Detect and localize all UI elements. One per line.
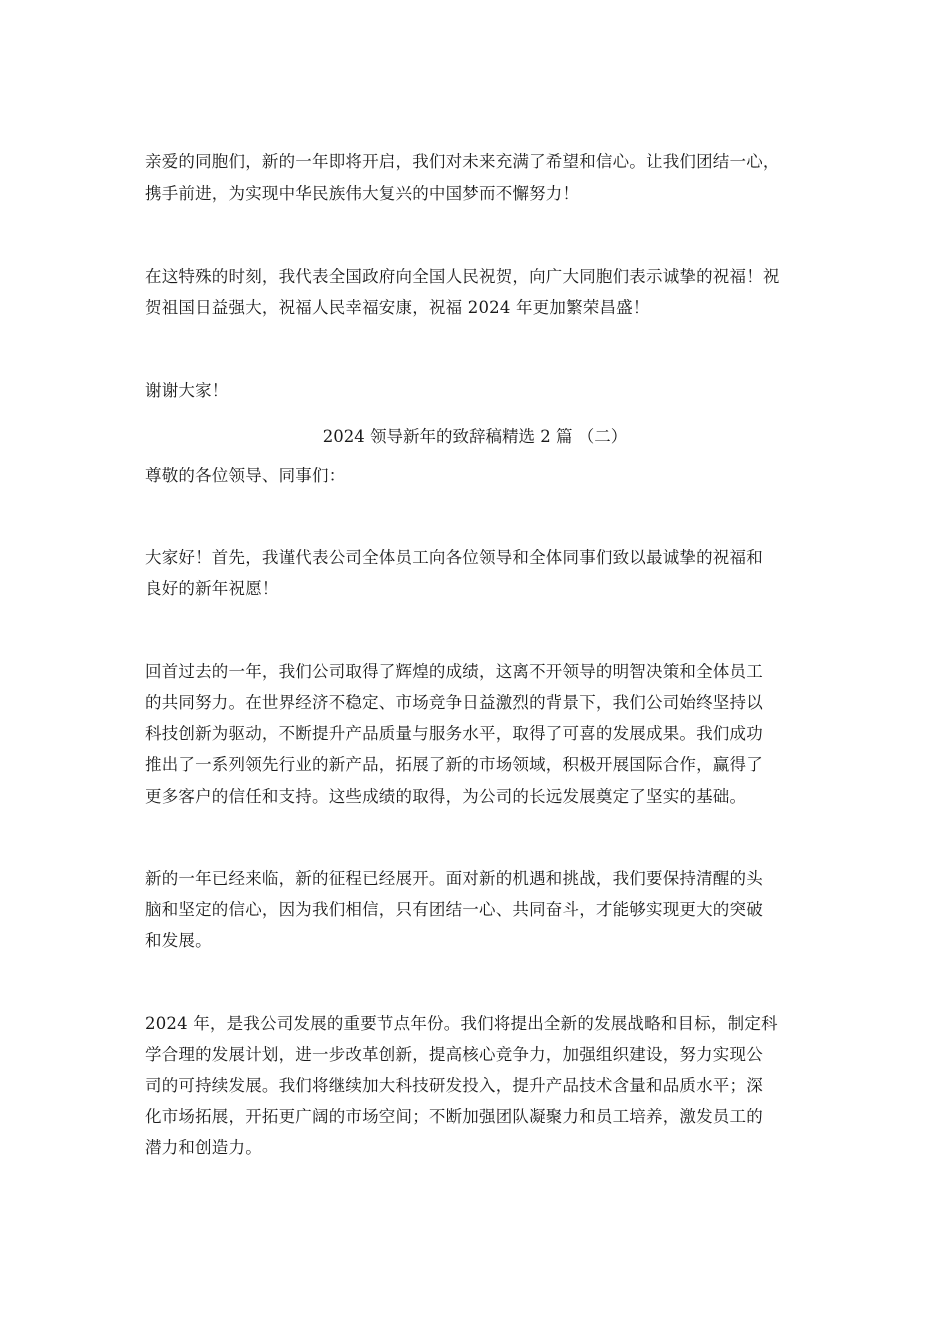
paragraph-5-line-2: 的共同努力。在世界经济不稳定、市场竞争日益激烈的背景下，我们公司始终坚持以 (145, 693, 763, 712)
paragraph-7-line-4: 化市场拓展，开拓更广阔的市场空间；不断加强团队凝聚力和员工培养，激发员工的 (145, 1107, 763, 1126)
paragraph-1-line-1: 亲爱的同胞们，新的一年即将开启，我们对未来充满了希望和信心。让我们团结一心， (145, 152, 780, 171)
paragraph-4-line-1: 大家好！首先，我谨代表公司全体员工向各位领导和全体同事们致以最诚挚的祝福和 (145, 548, 763, 567)
paragraph-7-line-1: 2024 年，是我公司发展的重要节点年份。我们将提出全新的发展战略和目标，制定科 (145, 1014, 778, 1033)
paragraph-6-line-1: 新的一年已经来临，新的征程已经展开。面对新的机遇和挑战，我们要保持清醒的头 (145, 869, 763, 888)
paragraph-7-line-5: 潜力和创造力。 (145, 1138, 262, 1157)
paragraph-5-line-4: 推出了一系列领先行业的新产品，拓展了新的市场领域，积极开展国际合作，赢得了 (145, 755, 763, 774)
paragraph-6-line-2: 脑和坚定的信心，因为我们相信，只有团结一心、共同奋斗，才能够实现更大的突破 (145, 900, 763, 919)
paragraph-5-line-1: 回首过去的一年，我们公司取得了辉煌的成绩，这离不开领导的明智决策和全体员工 (145, 662, 763, 681)
section-title: 2024 领导新年的致辞稿精选 2 篇 （二） (322, 427, 628, 446)
paragraph-5-line-5: 更多客户的信任和支持。这些成绩的取得，为公司的长远发展奠定了坚实的基础。 (145, 787, 747, 806)
paragraph-7-line-3: 司的可持续发展。我们将继续加大科技研发投入，提升产品技术含量和品质水平；深 (145, 1076, 763, 1095)
paragraph-2-line-2: 贺祖国日益强大，祝福人民幸福安康，祝福 2024 年更加繁荣昌盛！ (145, 298, 650, 317)
salutation: 尊敬的各位领导、同事们： (145, 466, 346, 485)
paragraph-2-line-1: 在这特殊的时刻，我代表全国政府向全国人民祝贺，向广大同胞们表示诚挚的祝福！祝 (145, 267, 780, 286)
closing-thanks: 谢谢大家！ (145, 381, 229, 400)
paragraph-7-line-2: 学合理的发展计划，进一步改革创新，提高核心竞争力，加强组织建设，努力实现公 (145, 1045, 763, 1064)
paragraph-5-line-3: 科技创新为驱动，不断提升产品质量与服务水平，取得了可喜的发展成果。我们成功 (145, 724, 763, 743)
paragraph-6-line-3: 和发展。 (145, 931, 212, 950)
paragraph-1-line-2: 携手前进，为实现中华民族伟大复兴的中国梦而不懈努力！ (145, 184, 580, 203)
paragraph-4-line-2: 良好的新年祝愿！ (145, 579, 279, 598)
